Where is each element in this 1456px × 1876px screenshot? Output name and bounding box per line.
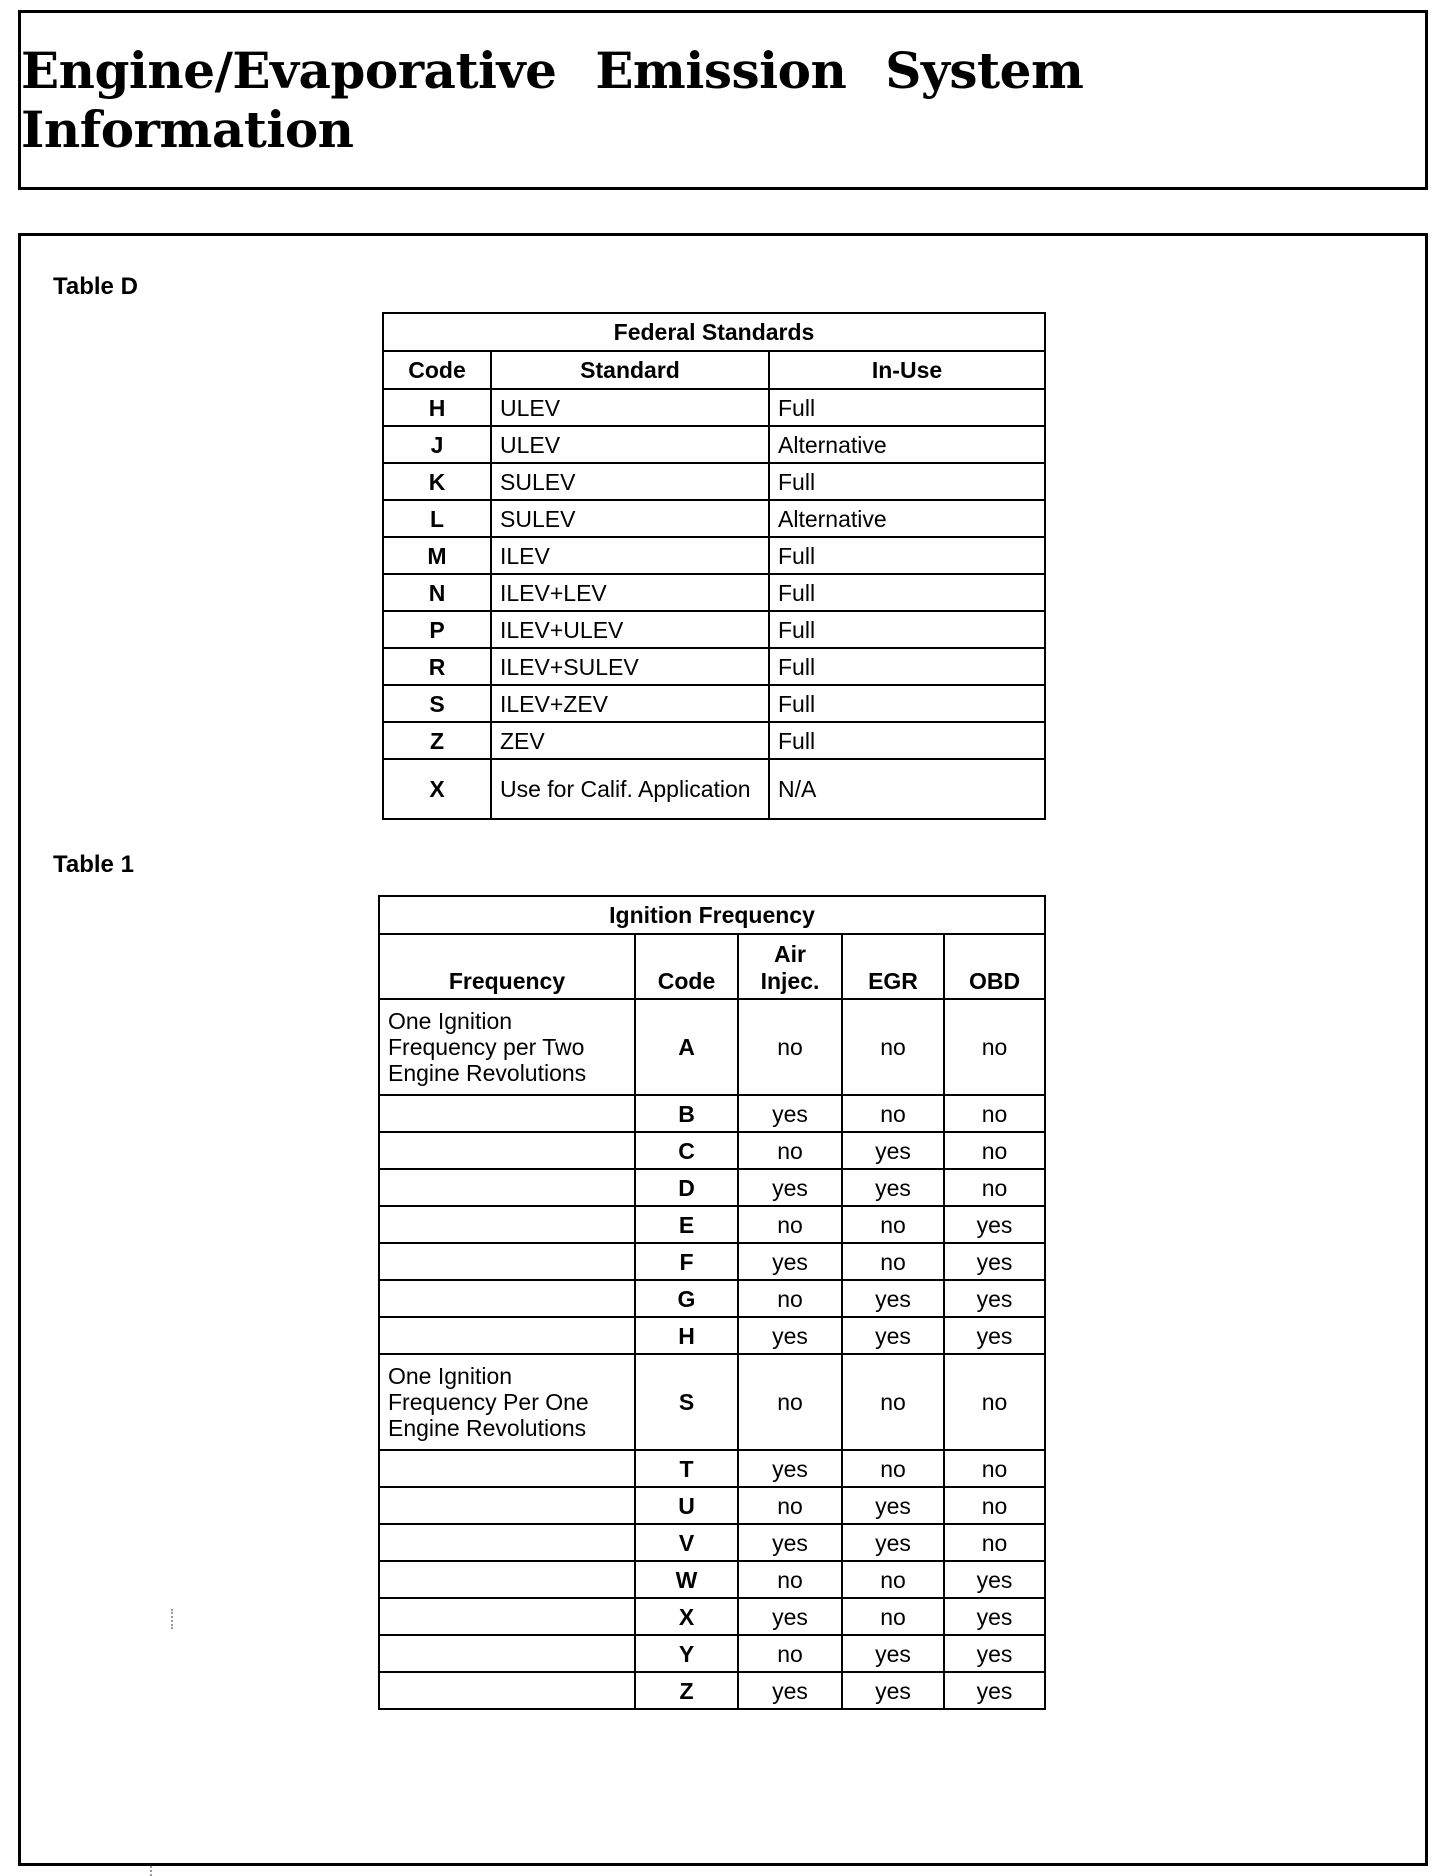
frequency-cell	[379, 1561, 635, 1598]
table-caption-row	[383, 313, 1045, 351]
code-cell: H	[635, 1317, 738, 1354]
obd-cell: yes	[944, 1672, 1045, 1709]
in-use-cell: Alternative	[769, 426, 1045, 463]
standard-cell: ILEV	[491, 537, 769, 574]
air-injection-cell: no	[738, 999, 842, 1095]
column-header: Code	[383, 351, 491, 389]
standard-cell: Use for Calif. Application	[491, 759, 769, 819]
code-cell: M	[383, 537, 491, 574]
egr-cell: no	[842, 1354, 944, 1450]
egr-cell: no	[842, 1598, 944, 1635]
in-use-cell: Full	[769, 389, 1045, 426]
table-header-row	[383, 351, 1045, 389]
standard-cell: SULEV	[491, 463, 769, 500]
egr-cell: no	[842, 1095, 944, 1132]
in-use-cell: Full	[769, 685, 1045, 722]
frequency-cell: One Ignition Frequency per Two Engine Revolutions	[379, 999, 635, 1095]
table-row	[383, 537, 1045, 574]
air-injection-cell: no	[738, 1206, 842, 1243]
air-injection-cell: yes	[738, 1672, 842, 1709]
table-row	[379, 1524, 1045, 1561]
obd-cell: yes	[944, 1598, 1045, 1635]
table-row	[383, 500, 1045, 537]
code-cell: X	[383, 759, 491, 819]
table-row	[383, 426, 1045, 463]
air-injection-cell: yes	[738, 1317, 842, 1354]
code-cell: J	[383, 426, 491, 463]
code-cell: T	[635, 1450, 738, 1487]
egr-cell: yes	[842, 1132, 944, 1169]
code-cell: D	[635, 1169, 738, 1206]
obd-cell: no	[944, 1487, 1045, 1524]
air-injection-cell: yes	[738, 1524, 842, 1561]
column-header: EGR	[842, 934, 944, 999]
egr-cell: no	[842, 1206, 944, 1243]
frequency-cell	[379, 1317, 635, 1354]
code-cell: X	[635, 1598, 738, 1635]
table-row	[379, 1354, 1045, 1450]
table-row	[379, 1095, 1045, 1132]
obd-cell: yes	[944, 1561, 1045, 1598]
table-1-caption: Ignition Frequency	[379, 896, 1045, 934]
air-injection-cell: yes	[738, 1243, 842, 1280]
standard-cell: ULEV	[491, 426, 769, 463]
code-cell: S	[635, 1354, 738, 1450]
table-row	[383, 685, 1045, 722]
in-use-cell: Full	[769, 722, 1045, 759]
frequency-cell	[379, 1243, 635, 1280]
table-row	[379, 1672, 1045, 1709]
code-cell: E	[635, 1206, 738, 1243]
in-use-cell: Full	[769, 574, 1045, 611]
obd-cell: no	[944, 1132, 1045, 1169]
federal-standards-table	[382, 312, 1046, 820]
egr-cell: yes	[842, 1169, 944, 1206]
code-cell: C	[635, 1132, 738, 1169]
table-row	[379, 1132, 1045, 1169]
obd-cell: no	[944, 1524, 1045, 1561]
obd-cell: yes	[944, 1243, 1045, 1280]
column-header: OBD	[944, 934, 1045, 999]
table-row	[383, 759, 1045, 819]
in-use-cell: Alternative	[769, 500, 1045, 537]
column-header: In-Use	[769, 351, 1045, 389]
table-row	[383, 463, 1045, 500]
code-cell: B	[635, 1095, 738, 1132]
code-cell: W	[635, 1561, 738, 1598]
frequency-cell	[379, 1132, 635, 1169]
egr-cell: yes	[842, 1524, 944, 1561]
obd-cell: no	[944, 1095, 1045, 1132]
standard-cell: ILEV+ZEV	[491, 685, 769, 722]
standard-cell: ULEV	[491, 389, 769, 426]
standard-cell: ILEV+SULEV	[491, 648, 769, 685]
in-use-cell: Full	[769, 463, 1045, 500]
content-box	[18, 233, 1428, 1866]
code-cell: Z	[383, 722, 491, 759]
code-cell: Z	[635, 1672, 738, 1709]
air-injection-cell: yes	[738, 1169, 842, 1206]
table-row	[379, 1598, 1045, 1635]
frequency-cell	[379, 1169, 635, 1206]
code-cell: U	[635, 1487, 738, 1524]
air-injection-cell: no	[738, 1487, 842, 1524]
table-caption-row	[379, 896, 1045, 934]
frequency-cell	[379, 1635, 635, 1672]
in-use-cell: Full	[769, 648, 1045, 685]
scan-mark	[171, 1609, 174, 1629]
code-cell: G	[635, 1280, 738, 1317]
egr-cell: no	[842, 999, 944, 1095]
frequency-cell	[379, 1524, 635, 1561]
code-cell: P	[383, 611, 491, 648]
column-header: Frequency	[379, 934, 635, 999]
standard-cell: ZEV	[491, 722, 769, 759]
egr-cell: no	[842, 1561, 944, 1598]
table-row	[383, 722, 1045, 759]
table-row	[379, 1280, 1045, 1317]
page-title: Engine/Evaporative Emission System Information	[21, 41, 1084, 159]
air-injection-cell: yes	[738, 1095, 842, 1132]
table-row	[379, 999, 1045, 1095]
egr-cell: no	[842, 1450, 944, 1487]
table-row	[383, 648, 1045, 685]
table-d-label: Table D	[53, 273, 138, 300]
table-row	[379, 1317, 1045, 1354]
frequency-cell	[379, 1095, 635, 1132]
obd-cell: no	[944, 1169, 1045, 1206]
code-cell: A	[635, 999, 738, 1095]
in-use-cell: N/A	[769, 759, 1045, 819]
frequency-cell	[379, 1598, 635, 1635]
code-cell: S	[383, 685, 491, 722]
table-row	[379, 1243, 1045, 1280]
obd-cell: no	[944, 1354, 1045, 1450]
air-injection-cell: no	[738, 1635, 842, 1672]
code-cell: N	[383, 574, 491, 611]
table-1-label: Table 1	[53, 851, 134, 878]
frequency-cell	[379, 1450, 635, 1487]
column-header: Air Injec.	[738, 934, 842, 999]
code-cell: L	[383, 500, 491, 537]
obd-cell: no	[944, 999, 1045, 1095]
table-row	[383, 574, 1045, 611]
obd-cell: yes	[944, 1635, 1045, 1672]
egr-cell: yes	[842, 1317, 944, 1354]
frequency-cell	[379, 1206, 635, 1243]
column-header: Code	[635, 934, 738, 999]
table-row	[379, 1450, 1045, 1487]
title-box	[18, 10, 1428, 190]
egr-cell: yes	[842, 1280, 944, 1317]
standard-cell: SULEV	[491, 500, 769, 537]
egr-cell: yes	[842, 1487, 944, 1524]
standard-cell: ILEV+LEV	[491, 574, 769, 611]
code-cell: H	[383, 389, 491, 426]
table-d-caption: Federal Standards	[383, 313, 1045, 351]
standard-cell: ILEV+ULEV	[491, 611, 769, 648]
table-row	[379, 1206, 1045, 1243]
frequency-cell	[379, 1672, 635, 1709]
code-cell: K	[383, 463, 491, 500]
code-cell: V	[635, 1524, 738, 1561]
code-cell: F	[635, 1243, 738, 1280]
obd-cell: yes	[944, 1280, 1045, 1317]
table-row	[379, 1561, 1045, 1598]
egr-cell: yes	[842, 1672, 944, 1709]
in-use-cell: Full	[769, 537, 1045, 574]
air-injection-cell: yes	[738, 1598, 842, 1635]
table-row	[383, 389, 1045, 426]
table-row	[379, 1635, 1045, 1672]
table-row	[379, 1169, 1045, 1206]
column-header: Standard	[491, 351, 769, 389]
obd-cell: yes	[944, 1206, 1045, 1243]
scan-mark	[150, 1866, 153, 1876]
ignition-frequency-table	[378, 895, 1046, 1710]
obd-cell: yes	[944, 1317, 1045, 1354]
egr-cell: no	[842, 1243, 944, 1280]
frequency-cell	[379, 1487, 635, 1524]
air-injection-cell: no	[738, 1280, 842, 1317]
air-injection-cell: no	[738, 1354, 842, 1450]
frequency-cell	[379, 1280, 635, 1317]
table-row	[383, 611, 1045, 648]
table-header-row	[379, 934, 1045, 999]
obd-cell: no	[944, 1450, 1045, 1487]
air-injection-cell: no	[738, 1561, 842, 1598]
table-row	[379, 1487, 1045, 1524]
code-cell: R	[383, 648, 491, 685]
frequency-cell: One Ignition Frequency Per One Engine Revolutions	[379, 1354, 635, 1450]
in-use-cell: Full	[769, 611, 1045, 648]
air-injection-cell: yes	[738, 1450, 842, 1487]
code-cell: Y	[635, 1635, 738, 1672]
egr-cell: yes	[842, 1635, 944, 1672]
air-injection-cell: no	[738, 1132, 842, 1169]
